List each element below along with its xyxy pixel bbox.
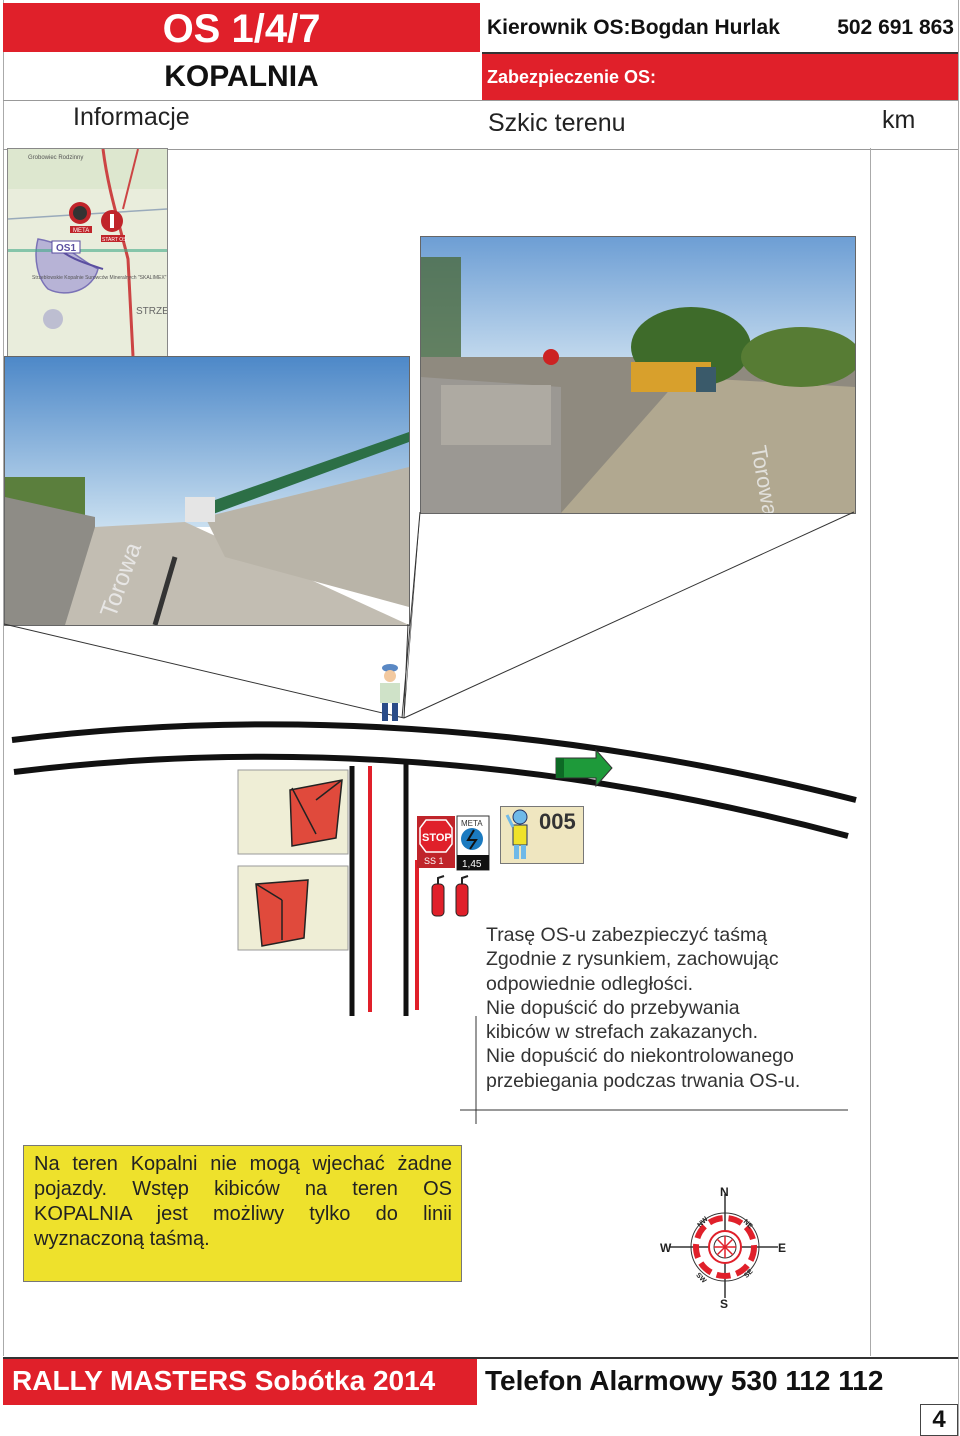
compass-ne: NE [741,1218,754,1231]
map-road-label: STRZE [136,306,167,317]
map-quarry-label: Strzeblowskie Kopalnie Surowców Mineralnych "SKALIMEX" [32,275,167,281]
event-name: RALLY MASTERS Sobótka 2014 [12,1365,436,1396]
photo2-road-label: Torowa [95,539,148,622]
manager-phone: 502 691 863 [837,16,954,39]
km-column-title: km [882,106,916,134]
compass-n: N [720,1185,729,1199]
warning-text [34,1152,452,1252]
stage-manager: Kierownik OS:Bogdan Hurlak [487,16,780,39]
fire-extinguisher-icon [432,876,468,916]
map-os-label: OS1 [56,243,77,254]
warning-line: pojazdy. Wstęp kibiców na teren OS [34,1178,452,1200]
photo1-road-label: Torowa [746,443,784,513]
marshal-post-number: 005 [539,809,576,834]
stage-number: OS 1/4/7 [162,7,321,51]
instruction-line: Zgodnie z rysunkiem, zachowując [486,948,779,971]
compass-s: S [720,1297,729,1311]
warning-line: wyznaczoną taśmą. [34,1228,210,1250]
marshal-figure [380,664,400,721]
compass-rose-icon [660,1180,790,1315]
warning-line: KOPALNIA jest możliwy tylko do linii [34,1203,452,1225]
instruction-line: Nie dopuścić do niekontrolowanego [486,1045,794,1068]
stage-name: KOPALNIA [164,60,319,93]
instruction-line: kibiców w strefach zakazanych. [486,1021,759,1044]
map-start-label: START OS [102,237,127,243]
warning-line: Na teren Kopalni nie mogą wjechać żadne [34,1153,452,1175]
instruction-line: odpowiednie odległości. [486,972,694,995]
safety-instructions [486,923,856,1093]
security-label: Zabezpieczenie OS: [487,67,657,87]
marshal-icon [505,809,535,861]
marshal-post-box [500,806,584,864]
map-village-label: Grobowiec Rodzinny [28,155,84,161]
compass-e: E [778,1241,787,1255]
compass-se: SE [743,1268,755,1280]
instruction-line: przebiegania podczas trwania OS-u. [486,1069,801,1092]
page-number: 4 [920,1404,958,1436]
map-meta-label: META [73,228,90,234]
instruction-line: Trasę OS-u zabezpieczyć taśmą [486,924,768,946]
compass-nw: NW [696,1215,710,1230]
meta-sign-label: META [461,819,483,828]
sketch-column-title: Szkic terenu [488,109,626,137]
info-column-title: Informacje [73,103,190,131]
distance-label: 1,45 [462,859,482,870]
alarm-phone: Telefon Alarmowy 530 112 112 [485,1365,884,1396]
instruction-line: Nie dopuścić do przebywania [486,996,740,1019]
ss-label: SS 1 [424,856,444,866]
compass-sw: SW [694,1271,708,1285]
stop-sign-label: STOP [422,832,452,844]
compass-w: W [660,1241,672,1255]
